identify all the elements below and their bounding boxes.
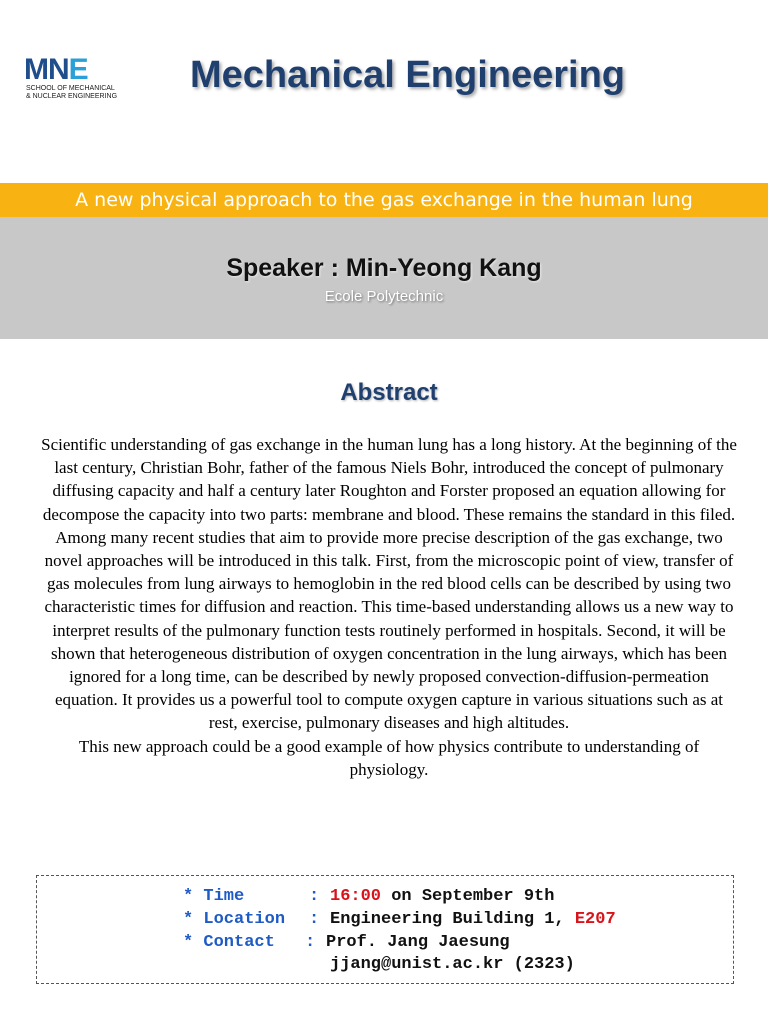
abstract-closing: This new approach could be a good example of how physics contribute to understanding of physiology.	[78, 736, 700, 779]
school-logo	[24, 53, 146, 106]
contact-label: * Contact	[183, 933, 275, 952]
abstract-body	[40, 433, 738, 781]
contact-colon: :	[305, 933, 316, 952]
contact-email: jjang@unist.ac.kr (2323)	[330, 955, 575, 974]
abstract-paragraph: Scientific understanding of gas exchange in the human lung has a long history. At the beginning of the last century, Christian Bohr, father of the famous Niels Bohr, introduced the concept of pulmonary diffusing capacity and half a century later Roughton and Forster proposed an equation allowing for decompose the capacity into two parts: membrane and blood. These remains the standard in this filed. Among many recent studies that aim to provide more precise description of the gas exchange, two novel approaches will be introduced in this talk. First, from the microscopic point of view, transfer of gas molecules from lung airways to hemoglobin in the red blood cells can be described by using two characteristic times for diffusion and reaction. This time-based understanding allows us a new way to interpret results of the pulmonary function tests routinely performed in hospitals. Second, it will be shown that heterogeneous distribution of oxygen concentration in the lung airways, which has been ignored for a long time, can be described by newly proposed convection-diffusion-permeation equation. It provides us a powerful tool to compute oxygen capture in various situations such as at rest, exercise, pulmonary diseases and high altitudes.	[41, 435, 737, 733]
time-colon: :	[309, 887, 320, 906]
location-colon: :	[309, 910, 320, 929]
talk-title-banner: A new physical approach to the gas exchange in the human lung	[0, 183, 768, 217]
time-value: 16:00 on September 9th	[330, 887, 555, 906]
speaker-panel	[0, 217, 768, 339]
logo-line-1: SCHOOL OF MECHANICAL	[26, 85, 115, 92]
location-value: Engineering Building 1, E207	[330, 910, 616, 929]
logo-subtitle	[26, 85, 117, 101]
event-info-box	[36, 875, 734, 984]
time-label: * Time	[183, 887, 245, 906]
speaker-name: Speaker : Min-Yeong Kang	[226, 254, 542, 282]
department-title: Mechanical Engineering	[190, 54, 625, 96]
location-label: * Location	[183, 910, 286, 929]
abstract-heading: Abstract	[340, 379, 438, 406]
contact-name: Prof. Jang Jaesung	[326, 933, 510, 952]
logo-line-2: & NUCLEAR ENGINEERING	[26, 93, 118, 100]
logo-mark: MNE	[24, 53, 88, 86]
speaker-affiliation: Ecole Polytechnic	[324, 288, 444, 305]
